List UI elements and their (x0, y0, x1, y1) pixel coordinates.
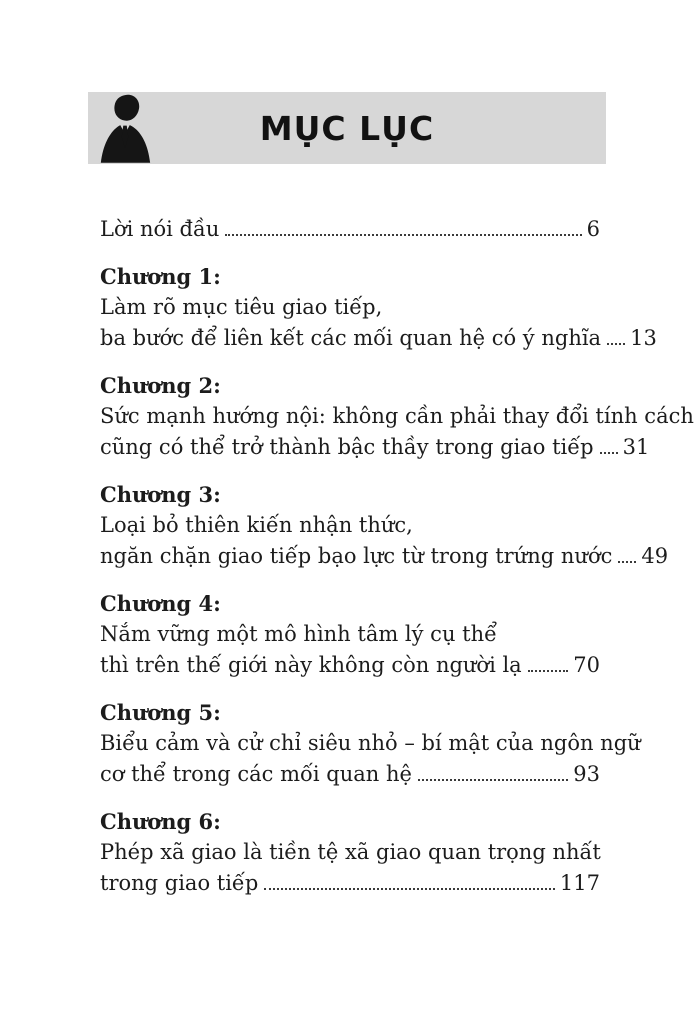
page-number: 70 (573, 653, 600, 677)
entry-text-line: Biểu cảm và cử chỉ siêu nhỏ – bí mật của ngôn ngữ (100, 731, 641, 755)
toc-entry (100, 214, 600, 245)
entry-text-line: Sức mạnh hướng nội: không cần phải thay đổi tính cách (100, 404, 694, 428)
toc-entry (100, 697, 641, 790)
entry-text-line: Làm rõ mục tiêu giao tiếp, (100, 295, 383, 319)
page-title: MỤC LỤC (259, 108, 435, 148)
entry-text: ba bước để liên kết các mối quan hệ có ý nghĩa (100, 326, 602, 350)
chapter-label: Chương 4: (100, 591, 221, 616)
dot-leader (600, 452, 618, 454)
publisher-logo-icon (96, 93, 154, 163)
entry-last-line (100, 650, 600, 681)
entry-text-line: Nắm vững một mô hình tâm lý cụ thể (100, 622, 498, 646)
entry-last-line (100, 759, 600, 790)
page-number: 117 (559, 871, 600, 895)
chapter-label: Chương 3: (100, 482, 221, 507)
toc-entry (100, 370, 694, 463)
table-of-contents (100, 214, 694, 899)
chapter-label: Chương 1: (100, 264, 221, 289)
entry-last-line (100, 214, 600, 245)
page-number: 31 (622, 435, 650, 459)
dot-leader (618, 561, 636, 563)
dot-leader (528, 670, 569, 672)
entry-text: Lời nói đầu (100, 217, 220, 241)
dot-leader (607, 343, 625, 345)
entry-text: ngăn chặn giao tiếp bạo lực từ trong trứng nước (100, 544, 613, 568)
entry-text: cơ thể trong các mối quan hệ (100, 762, 412, 786)
page-number: 13 (630, 326, 657, 350)
dot-leader (264, 888, 555, 890)
entry-last-line (100, 541, 669, 572)
dot-leader (225, 234, 581, 236)
entry-last-line (100, 868, 600, 899)
entry-text-line: Phép xã giao là tiền tệ xã giao quan trọng nhất (100, 840, 601, 864)
entry-text: cũng có thể trở thành bậc thầy trong giao tiếp (100, 435, 594, 459)
page-number: 93 (573, 762, 600, 786)
chapter-label: Chương 6: (100, 809, 221, 834)
entry-last-line (100, 432, 650, 463)
chapter-label: Chương 2: (100, 373, 221, 398)
title-banner (88, 92, 606, 164)
entry-text: trong giao tiếp (100, 871, 259, 895)
toc-entry (100, 261, 657, 354)
toc-entry (100, 806, 600, 899)
toc-entry (100, 588, 600, 681)
toc-entry (100, 479, 669, 572)
dot-leader (418, 779, 568, 781)
entry-text: thì trên thế giới này không còn người lạ (100, 653, 522, 677)
entry-text-line: Loại bỏ thiên kiến nhận thức, (100, 513, 413, 537)
entry-last-line (100, 323, 657, 354)
chapter-label: Chương 5: (100, 700, 221, 725)
page-number: 49 (641, 544, 669, 568)
page-number: 6 (586, 217, 600, 241)
